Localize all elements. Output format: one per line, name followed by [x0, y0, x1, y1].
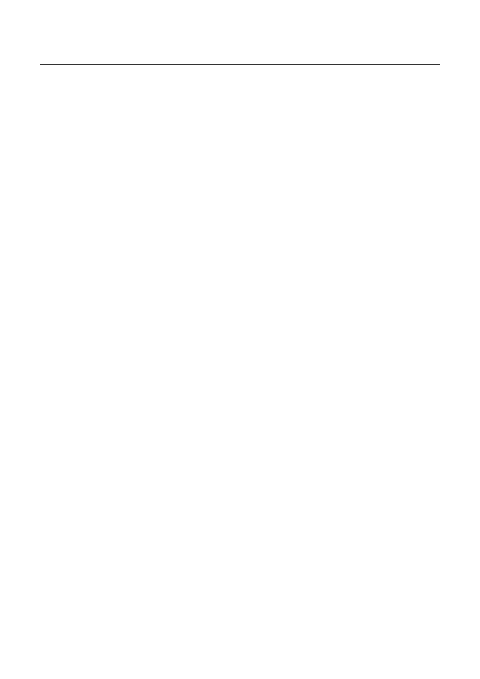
- right-column: [247, 73, 440, 633]
- left-column: [40, 73, 233, 633]
- two-column-body: [40, 73, 440, 633]
- page-header: [40, 46, 440, 65]
